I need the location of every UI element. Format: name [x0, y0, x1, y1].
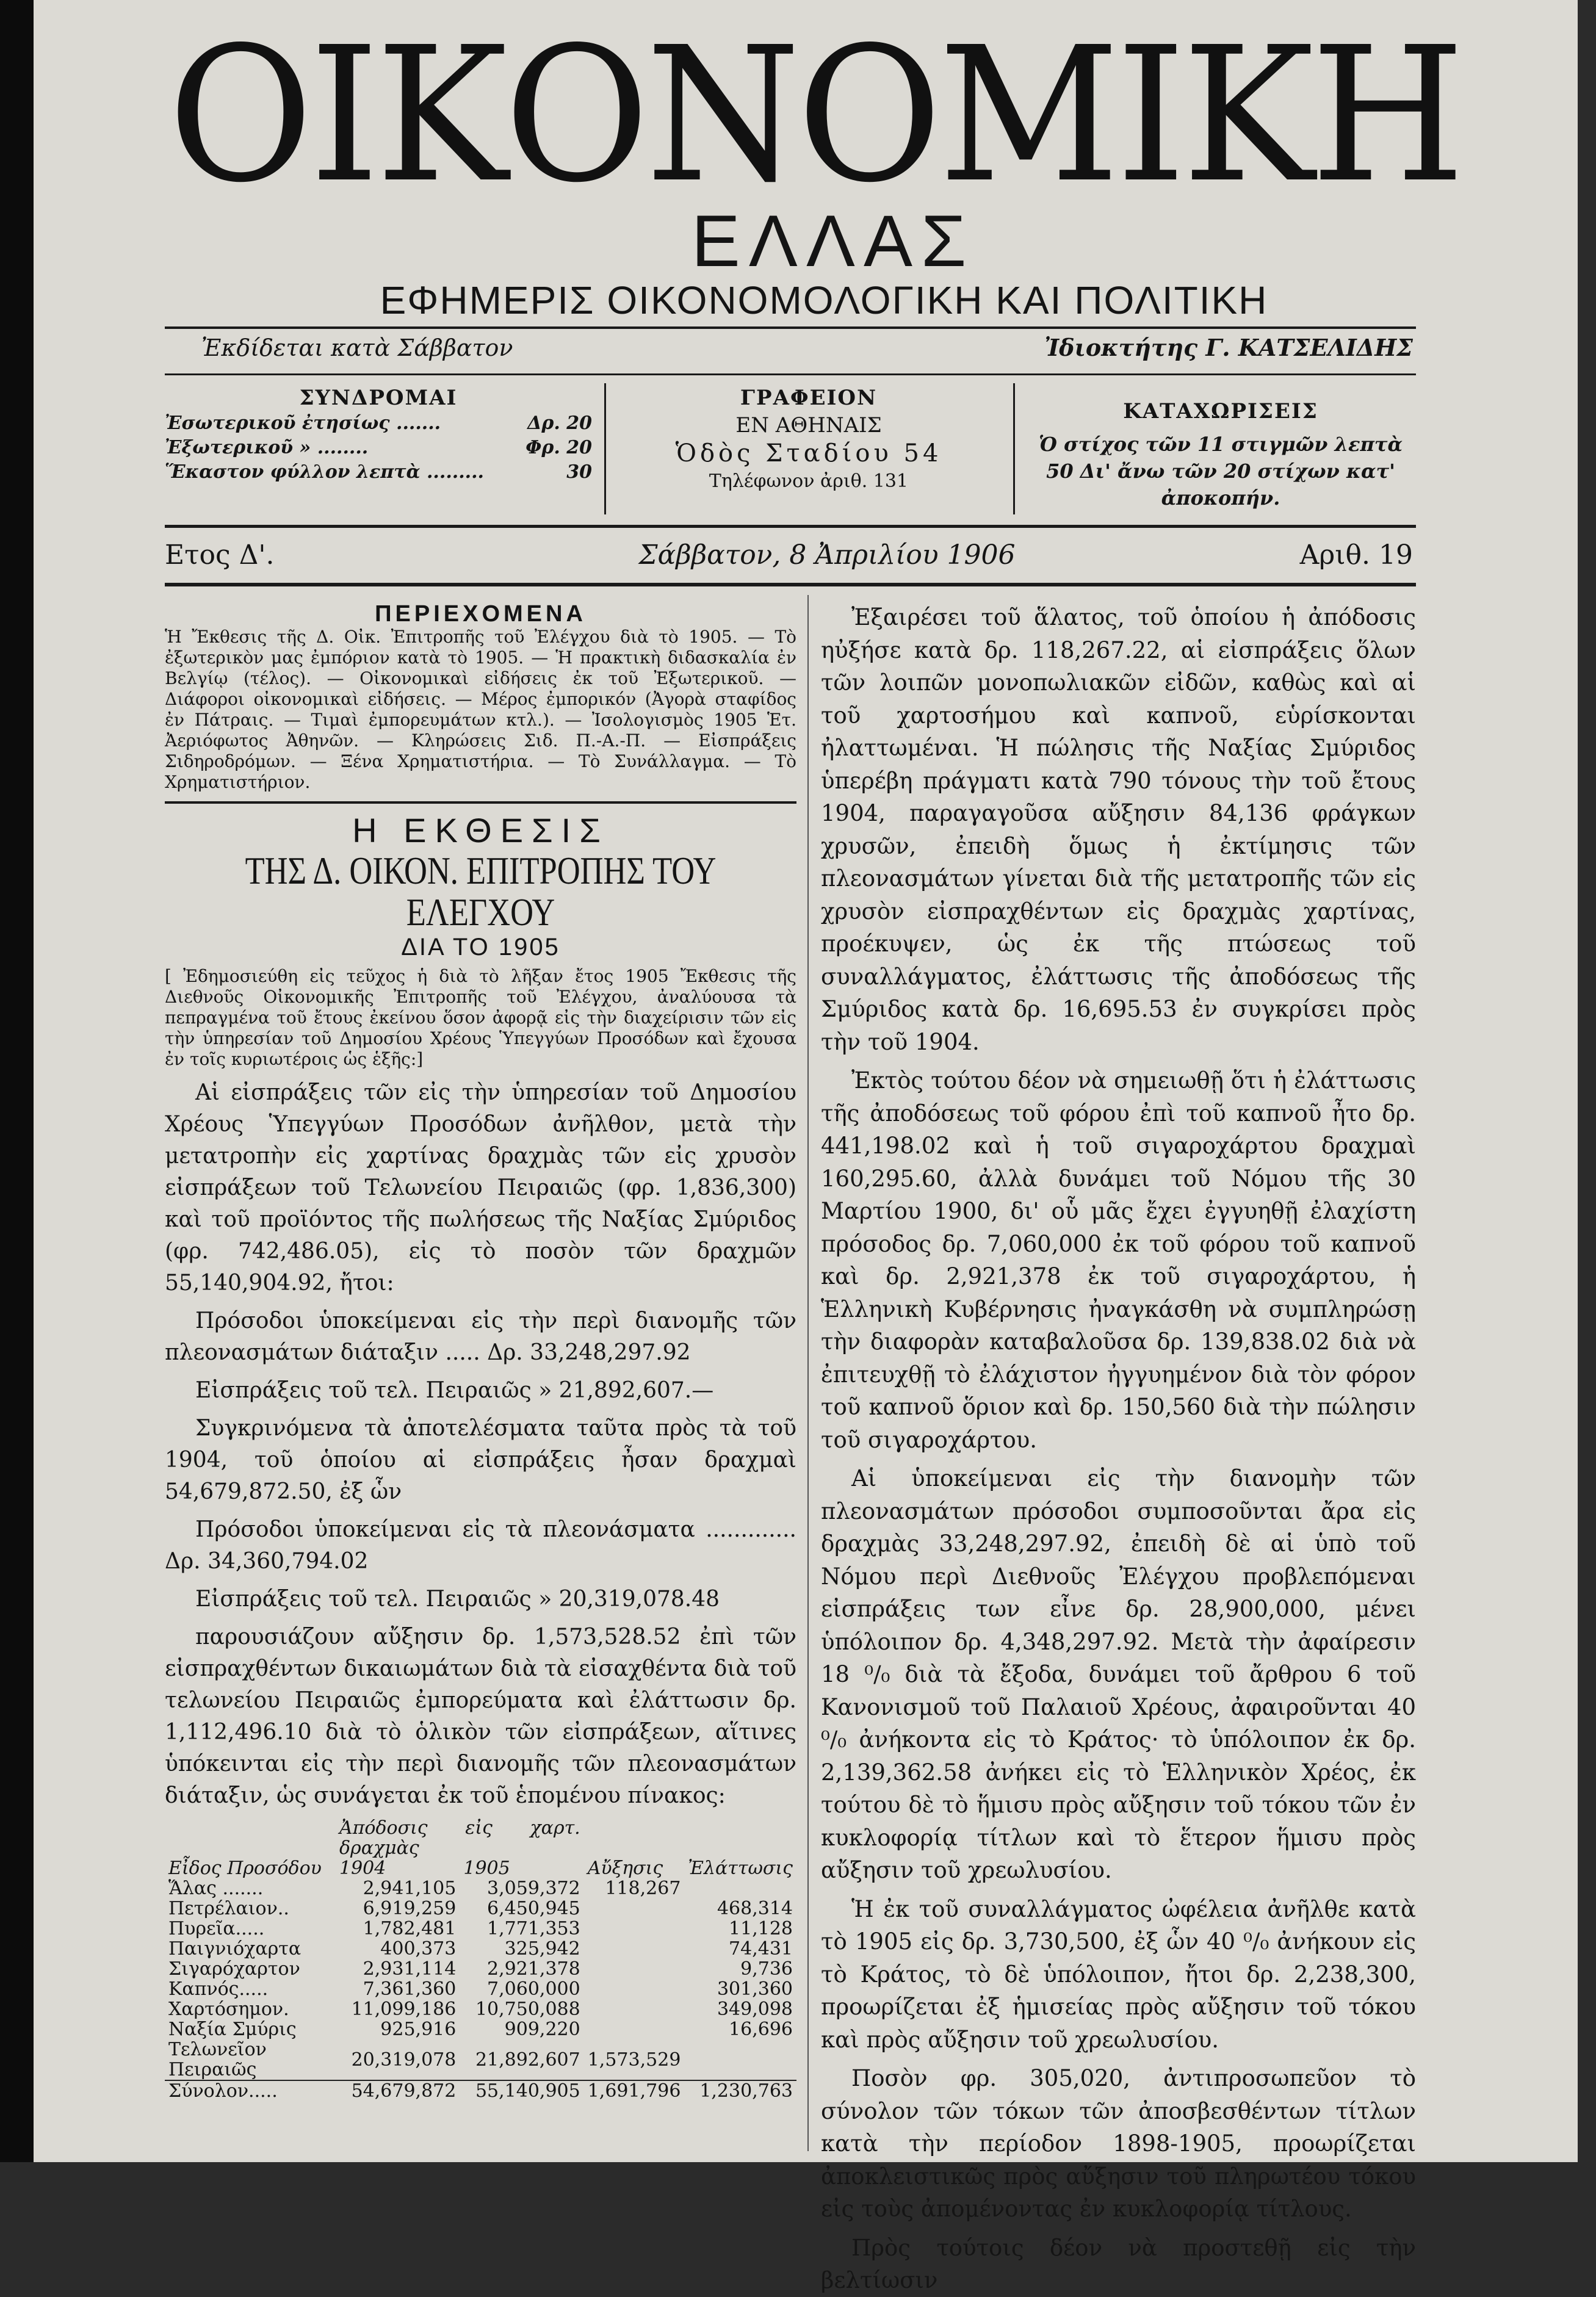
table-cell-label: Παιγνιόχαρτα [168, 1938, 302, 1960]
table-cell-value: 2,921,378 [487, 1958, 580, 1980]
table-cell-value: 1,782,481 [363, 1918, 457, 1939]
table-cell-value: 1,691,796 [584, 2080, 685, 2101]
table-cell-label: Ναξία Σμύρις [168, 2019, 297, 2040]
table-cell-value: 20,319,078 [351, 2049, 457, 2071]
col-header: Εἶδος Προσόδου [168, 1858, 322, 1879]
col-header: Ἐλάττωσις [688, 1858, 793, 1879]
subscription-label: Ἕκαστον φύλλον λεπτὰ ......... [165, 461, 484, 483]
subscription-value: Δρ. 20 [527, 413, 592, 434]
ads-box [1028, 384, 1413, 516]
table-cell-label: Πετρέλαιον.. [168, 1898, 289, 1919]
table-cell-value: 400,373 [380, 1938, 457, 1960]
office-street: Ὁδὸς Σταδίου 54 [675, 439, 942, 467]
table-cell-value: 468,314 [717, 1898, 793, 1919]
subscription-label: Ἐξωτερικοῦ » ........ [165, 437, 369, 458]
office-heading: ΓΡΑΦΕΙΟΝ [740, 386, 878, 410]
table-row [165, 1939, 796, 1959]
issue-year: Ετος Δ'. [165, 539, 275, 571]
subscription-value: 30 [566, 461, 592, 483]
rule-top [165, 326, 1416, 329]
table-row [165, 1999, 796, 2019]
subscriptions-box [165, 384, 592, 516]
box-divider [1013, 383, 1015, 514]
article-paragraph: Ἐξαιρέσει τοῦ ἅλατος, τοῦ ὁποίου ἡ ἀπόδοσις ηὐξήσε κατὰ δρ. 118,267.22, αἱ εἰσπράξεις ὅλων τῶν λοιπῶν μονοπωλιακῶν εἰδῶν, καθὼς καὶ αἱ τοῦ χαρτοσήμου καὶ καπνοῦ, εὑρίσκονται ἠλαττωμέναι. Ἡ πώλησις τῆς Ναξίας Σμύριδος ὑπερέβη πράγματι κατὰ 790 τόνους τὴν τοῦ ἔτους 1904, παραγαγοῦσα αὔξησιν 84,136 φράγκων χρυσῶν, ἐπειδὴ ὅμως ἡ ἐκτίμησις τῶν πλεονασμάτων γίνεται διὰ τῆς μετατροπῆς τῶν εἰς χρυσὸν εἰσπραχθέντων εἰς δραχμὰς χαρτίνας, προέκυψεν, ὡς ἐκ τῆς πτώσεως τοῦ συναλλάγματος, ἐλάττωσις τῆς ἀποδόσεως τῆς Σμύριδος κατὰ δρ. 16,695.53 ἐν συγκρίσει πρὸς τὴν τοῦ 1904. [821, 604, 1416, 1055]
rule-datebar-bottom [165, 583, 1416, 586]
table-row [165, 2080, 796, 2101]
table-cell-label: Πυρεῖα..... [168, 1918, 265, 1939]
table-row [165, 1919, 796, 1939]
table-row [165, 2019, 796, 2039]
right-column [821, 601, 1416, 2293]
col-header: Αὔξησις [587, 1858, 663, 1879]
table-cell-value: 3,059,372 [487, 1878, 580, 1899]
article-paragraph: Ποσὸν φρ. 305,020, ἀντιπροσωπεῦον τὸ σύνολον τῶν τόκων τῶν ἀποσβεσθέντων τίτλων κατὰ τὴν περίοδον 1898-1905, προωρίζεται ἀποκλειστικῶς πρὸς αὔξησιν τοῦ πληρωτέου τόκου εἰς τοὺς ἀπομένοντας ἐν κυκλοφορίᾳ τίτλους. [821, 2065, 1416, 2222]
table-cell-label: Καπνός..... [168, 1978, 269, 2000]
table-cell-value: 55,140,905 [460, 2080, 583, 2101]
box-divider [604, 383, 606, 514]
table-cell-value: 10,750,088 [475, 1999, 580, 2020]
table-cell-value: 16,696 [729, 2019, 793, 2040]
masthead-subtitle: ΕΛΛΑΣ [691, 200, 975, 282]
newspaper-page [34, 0, 1578, 2293]
article-paragraph: Πρὸς τούτοις δέον νὰ προστεθῇ εἰς τὴν βελτίωσιν [821, 2234, 1416, 2293]
article-paragraph: Πρόσοδοι ὑποκείμεναι εἰς τὴν περὶ διανομῆς τῶν πλεονασμάτων διάταξιν ..... Δρ. 33,248,297.92 [165, 1308, 796, 1365]
contents-text: Ἡ Ἔκθεσις τῆς Δ. Οἰκ. Ἐπιτροπῆς τοῦ Ἐλέγχου διὰ τὸ 1905. — Τὸ ἐξωτερικὸν μας ἐμπόριον κατὰ τὸ 1905. — Ἡ πρακτικὴ διδασκαλία ἐν Βελγίῳ (τέλος). — Οἰκονομικαὶ εἰδήσεις ἐκ τοῦ Ἐξωτερικοῦ. — Διάφοροι οἰκονομικαὶ εἰδήσεις. — Μέρος ἐμπορικόν (Ἀγορὰ σταφίδος ἐν Πάτραις. — Τιμαὶ ἐμπορευμάτων κτλ.). — Ἰσολογισμὸς 1905 Ἑτ. Ἀεριόφωτος Ἀθηνῶν. — Κληρώσεις Σιδ. Π.-Α.-Π. — Εἰσπράξεις Σιδηροδρόμων. — Ξένα Χρηματιστήρια. — Τὸ Συνάλλαγμα. — Τὸ Χρηματιστήριον. [165, 627, 796, 792]
table-header-row [165, 1818, 796, 1858]
table-cell-value: 909,220 [504, 2019, 580, 2040]
left-column [165, 601, 796, 2151]
table-cell-value [584, 1979, 685, 1999]
revenue-table [165, 1818, 796, 2101]
article-paragraph: Συγκρινόμενα τὰ ἀποτελέσματα ταῦτα πρὸς τὰ τοῦ 1904, τοῦ ὁποίου αἱ εἰσπράξεις ἦσαν δραχμαὶ 54,679,872.50, ἐξ ὧν [165, 1416, 796, 1504]
article-paragraph: Ἡ ἐκ τοῦ συναλλάγματος ὠφέλεια ἀνῆλθε κατὰ τὸ 1905 εἰς δρ. 3,730,500, ἐξ ὧν 40 ⁰/₀ ἀνήκουν εἰς τὸ Κράτος, τὸ δὲ ὑπόλοιπον, ἤτοι δρ. 2,238,300, προωρίζεται ἐξ ἡμισείας πρὸς αὔξησιν τοῦ τόκου καὶ πρὸς αὔξησιν τοῦ χρεωλυσίου. [821, 1895, 1416, 2053]
subscription-row [165, 436, 592, 460]
table-cell-value: 21,892,607 [475, 2049, 580, 2071]
subscription-label: Ἐσωτερικοῦ ἐτησίως ....... [165, 413, 441, 434]
rule-contents [165, 801, 796, 804]
article-paragraph: Αἱ ὑποκείμεναι εἰς τὴν διανομὴν τῶν πλεονασμάτων πρόσοδοι συμποσοῦνται ἄρα εἰς δραχμὰς 33,248,297.92, ἐπειδὴ δὲ αἱ ὑπὸ τοῦ Νόμου περὶ Διεθνοῦς Ἐλέγχου προβλεπόμεναι εἰσπράξεις των εἶνε δρ. 28,900,000, μένει ὑπόλοιπον δρ. 4,348,297.92. Μετὰ τὴν ἀφαίρεσιν 18 ⁰/₀ διὰ τὰ ἔξοδα, δυνάμει τοῦ ἄρθρου 6 τοῦ Κανονισμοῦ τοῦ Παλαιοῦ Χρέους, ἀφαιροῦνται 40 ⁰/₀ ἀνήκοντα εἰς τὸ Κράτος· τὸ ὑπόλοιπον ἐκ δρ. 2,139,362.58 ἀνήκει εἰς τὸ Ἑλληνικὸν Χρέος, ἐκ τούτου δὲ τὸ ἥμισυ πρὸς αὔξησιν τοῦ τόκου τῶν ἐν κυκλοφορίᾳ τίτλων καὶ τὸ ἕτερον ἥμισυ πρὸς αὔξησιν τοῦ χρεωλυσίου. [821, 1465, 1416, 1883]
table-row [165, 1959, 796, 1979]
rule-header-box [165, 373, 1416, 375]
table-cell-value: 1,771,353 [487, 1918, 580, 1939]
table-cell-value: 7,361,360 [363, 1978, 457, 2000]
table-row [165, 2039, 796, 2080]
column-divider [807, 595, 809, 2151]
subscription-row [165, 411, 592, 436]
table-cell-value: 349,098 [717, 1999, 793, 2020]
table-cell-value [584, 1939, 685, 1959]
table-cell-value [584, 1919, 685, 1939]
table-cell-value: 2,931,114 [363, 1958, 457, 1980]
table-cell-value: 6,919,259 [363, 1898, 457, 1919]
issue-number: Αριθ. 19 [1299, 539, 1413, 571]
table-cell-value: 11,128 [729, 1918, 793, 1939]
article-paragraph: Αἱ εἰσπράξεις τῶν εἰς τὴν ὑπηρεσίαν τοῦ Δημοσίου Χρέους Ὑπεγγύων Προσόδων ἀνῆλθον, μετὰ τὴν μετατροπὴν εἰς χαρτίνας δραχμὰς τῶν εἰς χρυσὸν εἰσπράξεων τοῦ Τελωνείου Πειραιῶς (φρ. 1,836,300) καὶ τοῦ προϊόντος τῆς πωλήσεως τῆς Ναξίας Σμύριδος (φρ. 742,486.05), εἰς τὸ ποσὸν τῶν δραχμῶν 55,140,904.92, ἤτοι: [165, 1080, 796, 1296]
publication-frequency: Ἐκδίδεται κατὰ Σάββατον [201, 334, 513, 361]
table-cell-label: Χαρτόσημον. [168, 1999, 289, 2020]
table-cell-value: 301,360 [717, 1978, 793, 2000]
article-paragraph: παρουσιάζουν αὔξησιν δρ. 1,573,528.52 ἐπὶ τῶν εἰσπραχθέντων δικαιωμάτων διὰ τὰ εἰσαχθέντα διὰ τοῦ τελωνείου Πειραιῶς ἐμπορεύματα καὶ ἐλάττωσιν δρ. 1,112,496.10 διὰ τὸ ὁλικὸν τῶν εἰσπράξεων, αἵτινες ὑπόκεινται εἰς τὴν περὶ διανομῆς τῶν πλεονασμάτων διάταξιν, ὡς συνάγεται ἐκ τοῦ ἑπομένου πίνακος: [165, 1624, 796, 1808]
article-paragraph: Εἰσπράξεις τοῦ τελ. Πειραιῶς » 20,319,078.48 [195, 1587, 720, 1612]
table-cell-value [684, 1878, 796, 1899]
table-cell-label: Σύνολον..... [165, 2080, 336, 2101]
table-cell-value: 1,573,529 [587, 2049, 681, 2071]
table-cell-value: 1,230,763 [684, 2080, 796, 2101]
table-row [165, 1878, 796, 1899]
table-cell-value: 325,942 [504, 1938, 580, 1960]
table-cell-value: 118,267 [605, 1878, 681, 1899]
table-cell-value: 925,916 [380, 2019, 457, 2040]
subscription-value: Φρ. 20 [525, 437, 592, 458]
office-city: ΕΝ ΑΘΗΝΑΙΣ [735, 413, 882, 438]
article-paragraph: Πρόσοδοι ὑποκείμεναι εἰς τὰ πλεονάσματα ............. Δρ. 34,360,794.02 [165, 1517, 796, 1574]
table-body [165, 1878, 796, 2101]
table-cell-value [584, 1899, 685, 1919]
table-cell-value: 9,736 [740, 1958, 793, 1980]
table-cell-value [584, 2019, 685, 2039]
office-phone: Τηλέφωνον ἀριθ. 131 [709, 471, 909, 492]
contents-title: ΠΕΡΙΕΧΟΜΕΝΑ [375, 601, 587, 627]
table-row [165, 1899, 796, 1919]
article-subtitle: ΤΗΣ Δ. ΟΙΚΟΝ. ΕΠΙΤΡΟΠΗΣ ΤΟΥ ΕΛΕΓΧΟΥ [245, 849, 717, 934]
table-cell-value: 7,060,000 [487, 1978, 580, 2000]
masthead-title: ΟΙΚΟΝΟΜΙΚΗ [168, 7, 1462, 224]
article-paragraph: Ἐκτὸς τούτου δέον νὰ σημειωθῇ ὅτι ἡ ἐλάττωσις τῆς ἀποδόσεως τοῦ φόρου ἐπὶ τοῦ καπνοῦ ἦτο δρ. 441,198.02 καὶ ἡ τοῦ σιγαροχάρτου δραχμαὶ 160,295.60, ἀλλὰ δυνάμει τοῦ Νόμου τῆς 30 Μαρτίου 1900, δι' οὗ μᾶς ἔχει ἐγγυηθῇ ἐλαχίστη πρόσοδος δρ. 7,060,000 ἐκ τοῦ φόρου τοῦ καπνοῦ καὶ δρ. 2,921,378 ἐκ τοῦ σιγαροχάρτου, ἡ Ἑλληνικὴ Κυβέρνησις ἠναγκάσθη νὰ συμπληρώσῃ τὴν διαφορὰν καταβαλοῦσα δρ. 139,838.02 διὰ νὰ ἐπιτευχθῇ τὸ ἐλάχιστον ἠγγυημένον διὰ τὸν φόρον τοῦ καπνοῦ ὅριον καὶ δρ. 150,560 διὰ τὴν πώλησιν τοῦ σιγαροχάρτου. [821, 1067, 1416, 1453]
ads-heading: ΚΑΤΑΧΩΡΙΣΕΙΣ [1123, 399, 1318, 424]
table-cell-value: 74,431 [729, 1938, 793, 1960]
col-header: Ἀπόδοσις εἰς χαρτ. δραχμὰς [339, 1817, 580, 1859]
article-intro: [ Ἐδημοσιεύθη εἰς τεῦχος ἡ διὰ τὸ λῆξαν ἔτος 1905 Ἔκθεσις τῆς Διεθνοῦς Οἰκονομικῆς Ἐπιτροπῆς τοῦ Ἐλέγχου, ἀναλύουσα τὰ πεπραγμένα τοῦ ἔτους ἐκείνου ὅσον ἀφορᾷ εἰς τὴν διαχείρισιν τῶν εἰς τὴν ὑπηρεσίαν τοῦ Δημοσίου Χρέους Ὑπεγγύων Προσόδων καὶ ἔχουσα ἐν τοῖς κυριωτέροις ὡς ἑξῆς:] [165, 966, 796, 1069]
table-cell-value: 6,450,945 [487, 1898, 580, 1919]
table-cell-value: 2,941,105 [363, 1878, 457, 1899]
ads-text: Ὁ στίχος τῶν 11 στιγμῶν λεπτὰ 50 Δι' ἄνω τῶν 20 στίχων κατ' ἀποκοπήν. [1038, 433, 1403, 510]
page-binding-edge [0, 0, 34, 2162]
table-row [165, 1979, 796, 1999]
table-cell-value [584, 1999, 685, 2019]
table-cell-label: Σιγαρόχαρτον [168, 1958, 300, 1980]
rule-datebar-top [165, 525, 1416, 528]
table-cell-value: 54,679,872 [336, 2080, 460, 2101]
table-cell-value [684, 2039, 796, 2080]
masthead-tagline: ΕΦΗΜΕΡΙΣ ΟΙΚΟΝΟΜΟΛΟΓΙΚΗ ΚΑΙ ΠΟΛΙΤΙΚΗ [380, 278, 1268, 322]
table-cell-label: Τελωνεῖον Πειραιῶς [168, 2039, 267, 2080]
issue-date: Σάββατον, 8 Ἀπριλίου 1906 [638, 539, 1016, 571]
table-cell-value: 11,099,186 [351, 1999, 457, 2020]
office-box [619, 384, 998, 516]
publication-owner: Ἰδιοκτήτης Γ. ΚΑΤΣΕΛΙΔΗΣ [1044, 334, 1413, 361]
subscriptions-heading: ΣΥΝΔΡΟΜΑΙ [299, 386, 458, 410]
col-header: 1905 [463, 1858, 510, 1879]
table-cell-value [584, 1959, 685, 1979]
article-paragraph: Εἰσπράξεις τοῦ τελ. Πειραιῶς » 21,892,607.— [195, 1378, 714, 1403]
article-subtitle-year: ΔΙΑ ΤΟ 1905 [401, 934, 560, 961]
subscription-row [165, 460, 592, 485]
table-cell-label: Ἅλας ....... [168, 1878, 264, 1899]
col-header: 1904 [339, 1858, 386, 1879]
article-title: Η ΕΚΘΕΣΙΣ [352, 811, 609, 849]
